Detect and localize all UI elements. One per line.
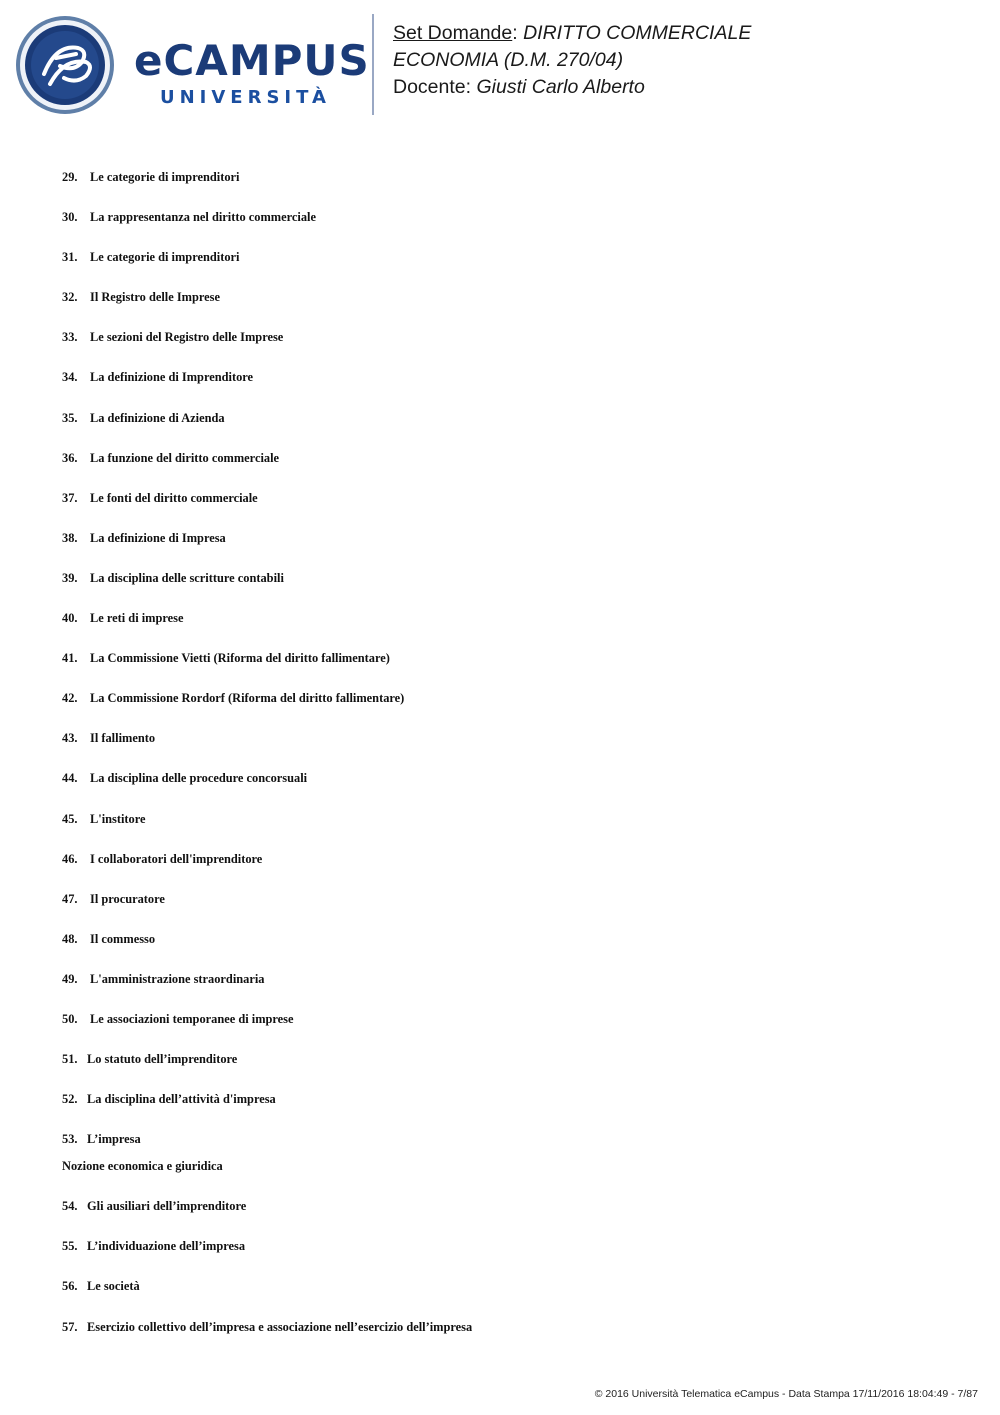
question-item — [62, 932, 942, 972]
teacher-name: Giusti Carlo Alberto — [476, 76, 645, 98]
question-number: 55. — [62, 1239, 78, 1254]
ecampus-emblem-icon — [14, 14, 124, 116]
question-item — [62, 812, 942, 852]
question-number: 36. — [62, 450, 78, 465]
header-divider — [372, 14, 374, 115]
question-text: La Commissione Rordorf (Riforma del diritto fallimentare) — [90, 691, 405, 706]
teacher-label: Docente: — [393, 76, 472, 98]
question-number: 56. — [62, 1279, 78, 1294]
question-item — [62, 411, 942, 451]
question-number: 40. — [62, 611, 78, 626]
course-title: DIRITTO COMMERCIALE — [523, 22, 752, 44]
question-text: Le reti di imprese — [90, 611, 184, 626]
question-item — [62, 892, 942, 932]
question-text: Il commesso — [90, 931, 156, 946]
question-number: 48. — [62, 931, 78, 946]
question-number: 31. — [62, 250, 78, 265]
question-number: 50. — [62, 1011, 78, 1026]
question-item — [62, 1052, 942, 1092]
question-number: 41. — [62, 651, 78, 666]
question-text: Il Registro delle Imprese — [90, 290, 220, 305]
question-item — [62, 1132, 942, 1159]
question-item — [62, 611, 942, 651]
question-item — [62, 691, 942, 731]
question-text: Esercizio collettivo dell’impresa e associazione nell’esercizio dell’impresa — [87, 1319, 473, 1334]
course-line — [393, 20, 751, 47]
question-number: 32. — [62, 290, 78, 305]
course-info — [393, 20, 751, 101]
question-number: 35. — [62, 410, 78, 425]
question-text: La definizione di Azienda — [90, 410, 225, 425]
degree-line: ECONOMIA (D.M. 270/04) — [393, 49, 624, 71]
question-number: 34. — [62, 370, 78, 385]
question-number: 43. — [62, 731, 78, 746]
question-item — [62, 1012, 942, 1052]
question-number: 42. — [62, 691, 78, 706]
question-number: 52. — [62, 1092, 78, 1107]
question-item — [62, 972, 942, 1012]
question-item — [62, 250, 942, 290]
question-item — [62, 1239, 942, 1279]
question-item — [62, 571, 942, 611]
question-item — [62, 651, 942, 691]
question-text: I collaboratori dell'imprenditore — [90, 851, 263, 866]
question-text: La definizione di Impresa — [90, 530, 226, 545]
question-number: 44. — [62, 771, 78, 786]
question-text: L'amministrazione straordinaria — [90, 971, 265, 986]
question-text: Le categorie di imprenditori — [90, 170, 240, 184]
question-item — [62, 170, 942, 210]
question-item — [62, 330, 942, 370]
logo-subtitle: UNIVERSITÀ — [160, 87, 331, 108]
question-text: Il fallimento — [90, 731, 156, 746]
question-text: Il procuratore — [90, 891, 165, 906]
page-footer: © 2016 Università Telematica eCampus - Data Stampa 17/11/2016 18:04:49 - 7/87 — [594, 1388, 978, 1400]
question-item — [62, 852, 942, 892]
question-text: La funzione del diritto commerciale — [90, 450, 280, 465]
question-number: 49. — [62, 971, 78, 986]
page-header — [0, 0, 1000, 140]
question-text: Le categorie di imprenditori — [90, 250, 240, 265]
question-item — [62, 451, 942, 491]
question-text: La disciplina dell’attività d'impresa — [87, 1092, 276, 1107]
question-number: 38. — [62, 530, 78, 545]
question-text: Le società — [87, 1279, 140, 1294]
question-text: La disciplina delle scritture contabili — [90, 570, 284, 585]
question-text: La definizione di Imprenditore — [90, 370, 254, 385]
set-label: Set Domande — [393, 22, 513, 44]
question-number: 57. — [62, 1319, 78, 1334]
question-number: 47. — [62, 891, 78, 906]
question-list — [62, 170, 942, 1360]
question-number: 51. — [62, 1052, 78, 1067]
question-text: La disciplina delle procedure concorsuali — [90, 771, 308, 786]
question-text: Gli ausiliari dell’imprenditore — [87, 1199, 247, 1214]
question-text: L'institore — [90, 811, 146, 826]
question-text: L’impresa — [87, 1132, 141, 1147]
question-number: 45. — [62, 811, 78, 826]
question-number: 30. — [62, 210, 78, 225]
question-text: Lo statuto dell’imprenditore — [87, 1052, 238, 1067]
question-number: 46. — [62, 851, 78, 866]
question-text: La rappresentanza nel diritto commerciale — [90, 210, 316, 225]
question-text: Le fonti del diritto commerciale — [90, 490, 258, 505]
question-number: 29. — [62, 170, 78, 184]
teacher-line — [393, 74, 751, 101]
question-item — [62, 771, 942, 811]
question-item — [62, 531, 942, 571]
ecampus-logo — [14, 14, 370, 116]
question-text: L’individuazione dell’impresa — [87, 1239, 246, 1254]
question-text: La Commissione Vietti (Riforma del diritto fallimentare) — [90, 651, 390, 666]
question-text: Le sezioni del Registro delle Imprese — [90, 330, 284, 345]
logo-wordmark: eCAMPUS — [134, 36, 370, 85]
question-number: 39. — [62, 570, 78, 585]
question-item — [62, 290, 942, 330]
question-item — [62, 370, 942, 410]
question-number: 33. — [62, 330, 78, 345]
question-item — [62, 1092, 942, 1132]
question-text: Le associazioni temporanee di imprese — [90, 1011, 294, 1026]
set-separator: : — [512, 22, 518, 44]
question-item — [62, 491, 942, 531]
question-number: 54. — [62, 1199, 78, 1214]
question-item — [62, 1199, 942, 1239]
question-item — [62, 1279, 942, 1319]
question-item — [62, 731, 942, 771]
question-number: 53. — [62, 1132, 78, 1147]
question-number: 37. — [62, 490, 78, 505]
question-item — [62, 1320, 942, 1360]
question-note: Nozione economica e giuridica — [62, 1159, 223, 1174]
question-item — [62, 210, 942, 250]
